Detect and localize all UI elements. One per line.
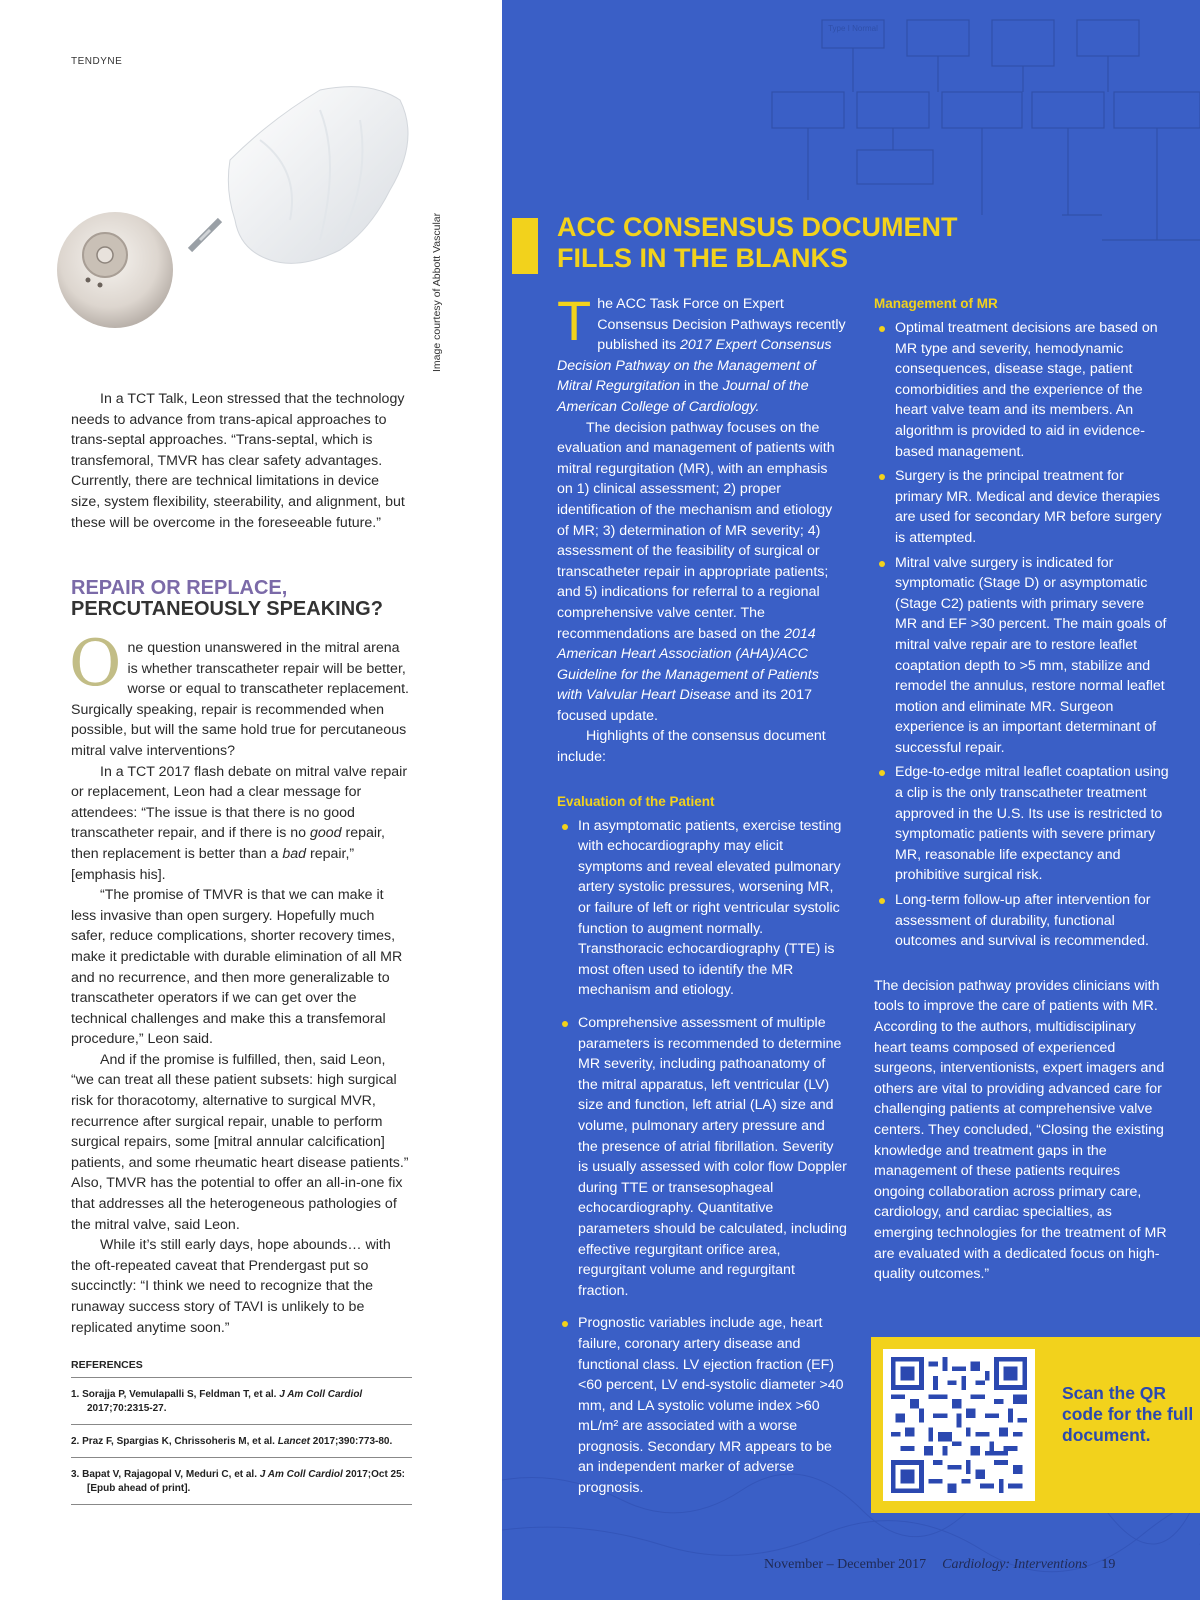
acc-closing-paragraph: The decision pathway provides clinicians with tools to improve the care of patients with MR. According to the authors, multidisciplinary heart teams composed of experienced surgeons, interventionists, expert imagers and others are vital to providing advanced care for challenging patients at comprehensive valve centers. They concluded, “Closing the existing knowledge and treatment gaps in the management of these patients requires ongoing collaboration across primary care, cardiology, and cardiac specialties, as emerging technologies for the treatment of MR are evaluated with a dedicated focus on high-quality outcomes.” [874,977,1167,1283]
acc-highlights-paragraph: Highlights of the consensus document include: [557,728,826,766]
bullet-item: Mitral valve surgery is indicated for symptomatic (Stage D) or asymptomatic (Stage C2) patients with primary severe MR and EF >30 percent. The main goals of mitral valve repair are to restore leaflet coaptation depth to >5 mm, stabilize and remodel the annulus, restore normal leaflet motion and eliminate MR. Surgeon experience is an important determinant of successful repair. [874,553,1169,759]
acc-consensus-panel [502,0,1200,1600]
journal-name: Cardiology: Interventions [942,1557,1088,1572]
bullet-item: Comprehensive assessment of multiple parameters is recommended to determine MR severity, including pathoanatomy of the mitral apparatus, left ventricular (LV) size and function, left atrial (LA) size and volume, pulmonary artery pressure and the presence of atrial fibrillation. Severity is usually assessed with color flow Doppler during TTE or transesophageal echocardiography. Quantitative parameters should be calculated, including effective regurgitant orifice area, regurgitant volume and regurgitant fraction. [557,1013,847,1301]
heading-accent-bar [512,218,538,274]
repair-replace-article [69,627,412,1338]
article-paragraph-5: While it’s still early days, hope abounds… with the oft-repeated caveat that Prendergast put so succinctly: “I think we need to recognize that the runaway success story of TAVI is unlikely to be replicated anytime soon.” [71,1237,391,1336]
references-list [71,1377,412,1505]
qr-code-frame[interactable] [871,1337,1047,1513]
acc-heading-line1: ACC CONSENSUS DOCUMENT [557,212,958,242]
acc-column-2 [874,294,1169,1285]
reference-item: 2. Praz F, Spargias K, Chrissoheris M, et al. Lancet 2017;390:773-80. [71,1424,412,1457]
reference-item: 1. Sorajja P, Vemulapalli S, Feldman T, et al. J Am Coll Cardiol 2017;70:2315-27. [71,1377,412,1424]
acc-column-1 [557,289,847,1503]
intro-text: In a TCT Talk, Leon stressed that the technology needs to advance from trans-apical approaches to trans-septal approaches. “Trans-septal, which is transfemoral, TMVR has clear safety advantages. Currently, there are technical limitations in device size, system flexibility, steerability, and alignment, but these will be overcome in the foreseeable future.” [71,391,405,531]
references-heading: REFERENCES [71,1359,143,1371]
bullet-item: Long-term follow-up after intervention for assessment of durability, functional outcomes and survival is recommended. [874,890,1169,952]
acc-heading-line2: FILLS IN THE BLANKS [557,243,848,273]
repair-replace-heading [71,578,416,620]
bullet-item: Optimal treatment decisions are based on MR type and severity, hemodynamic consequences, disease stage, patient comorbidities and the experience of the heart valve team and its members. An algorithm is provided to aid in evidence-based management. [874,318,1169,462]
section-tag: TENDYNE [71,56,123,67]
heading-line2: PERCUTANEOUSLY SPEAKING? [71,598,383,620]
qr-caption: Scan the QR code for the full document. [1047,1337,1200,1513]
drop-cap-o: O [69,627,122,701]
bullet-item: Edge-to-edge mitral leaflet coaptation using a clip is the only transcatheter treatment approved in the U.S. Its use is restricted to symptomatic patients with severe primary MR, reasonable life expectancy and prohibitive surgical risk. [874,762,1169,886]
bullet-item: In asymptomatic patients, exercise testing with echocardiography may elicit symptoms and reveal elevated pulmonary artery systolic pressures, worsening MR, or failure of left or right ventricular systolic function to augment normally. Transthoracic echocardiography (TTE) is most often used to identify the MR mechanism and etiology. [557,816,847,1001]
bullet-item: Prognostic variables include age, heart failure, coronary artery disease and functional class. LV ejection fraction (EF) <60 percent, LV end-systolic diameter >40 mm, and LA systolic volume index >60 mL/m² are associated with a worse prognosis. Secondary MR appears to be an independent marker of adverse prognosis. [557,1313,847,1498]
management-heading: Management of MR [874,296,998,311]
evaluation-heading: Evaluation of the Patient [557,793,715,809]
svg-text:Type I Normal: Type I Normal [828,24,878,33]
heading-line1: REPAIR OR REPLACE, [71,577,288,599]
bullet-item: Surgery is the principal treatment for primary MR. Medical and device therapies are used for secondary MR before surgery is attempted. [874,466,1169,548]
article-paragraph-4: And if the promise is fulfilled, then, said Leon, “we can treat all these patient subsets: high surgical risk for thoracotomy, alternative to surgical MVR, recurrence after surgical repair, unable to perform surgical repairs, some [mitral annular calcification] patients, and some rheumatic heart disease patients.” Also, TMVR has the potential to offer an all-in-one fix that addresses all the heterogeneous pathologies of the mitral valve, said Leon. [71,1051,409,1233]
left-column [0,0,500,1600]
management-bullets [874,318,1169,952]
tendyne-valve-photo [40,80,440,380]
intro-paragraph [71,389,412,533]
page-footer [764,1557,1115,1573]
qr-code[interactable] [891,1357,1027,1493]
issue-date: November – December 2017 [764,1557,927,1572]
acc-pathway-paragraph: The decision pathway focuses on the evaluation and management of patients with mitral regurgitation (MR), with an emphasis on 1) clinical assessment; 2) proper identification of the mechanism and etiology of MR; 3) determination of MR severity; 4) assessment of the feasibility of surgical or transcatheter repair in appropriate patients; and 5) indications for referral to a regional comprehensive valve center. The recommendations are based on the 2014 American Heart Association (AHA)/ACC Guideline for the Management of Patients with Valvular Heart Disease and its 2017 focused update. [557,419,835,724]
drop-cap-t: T [557,289,592,352]
article-paragraph-1: One question unanswered in the mitral arena is whether transcatheter repair will be better, worse or equal to transcatheter replacement. Surgically speaking, repair is recommended when possible, but will the same hold true for percutaneous mitral valve interventions? [69,627,410,759]
page-number: 19 [1101,1557,1116,1572]
acc-intro-paragraph: The ACC Task Force on Expert Consensus Decision Pathways recently published its 2017 Expert Consensus Decision Pathway on the Management of Mitral Regurgitation in the Journal of the American College of Cardiology. [557,289,846,415]
evaluation-bullets [557,816,847,1499]
article-paragraph-3: “The promise of TMVR is that we can make it less invasive than open surgery. Hopefully much safer, reduce complications, shorter recovery times, make it predictable with durable elimination of all MR and no recurrence, and then more generalizable to transcatheter operators if we can get over the technical challenges and make this a transfemoral procedure,” Leon said. [71,887,403,1048]
image-credit: Image courtesy of Abbott Vascular [431,212,443,372]
acc-heading [557,212,958,274]
article-paragraph-2: In a TCT 2017 flash debate on mitral valve repair or replacement, Leon had a clear message for attendees: “The issue is that there is no good transcatheter repair, and if there is no good repair, then replacement is better than a bad repair,” [emphasis his]. [71,763,408,883]
reference-item: 3. Bapat V, Rajagopal V, Meduri C, et al. J Am Coll Cardiol 2017;Oct 25:[Epub ahead of print]. [71,1457,412,1505]
